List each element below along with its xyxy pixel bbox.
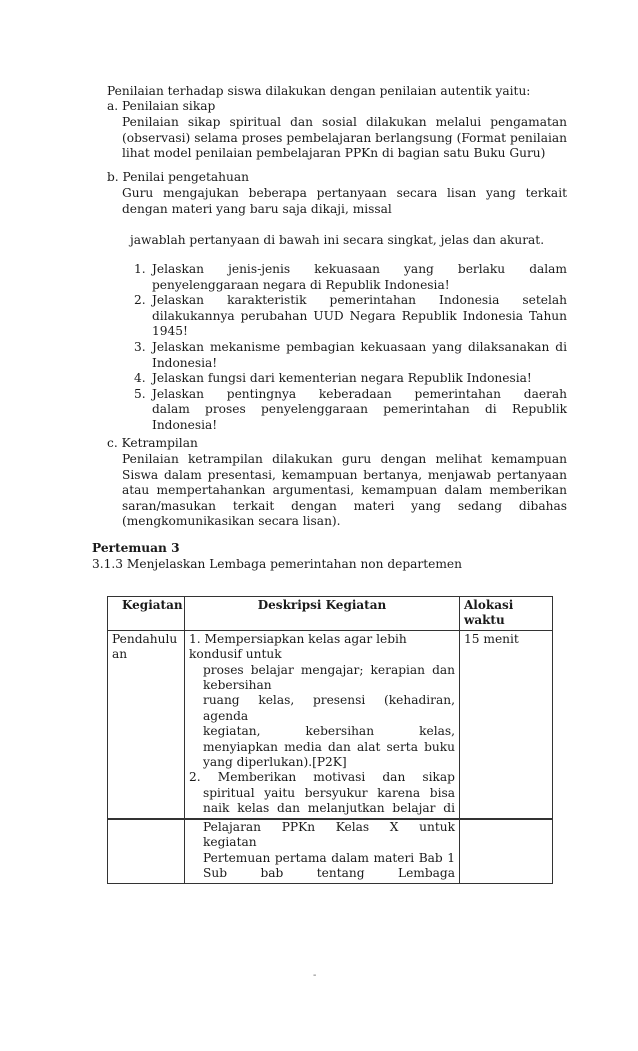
question-line: Indonesia! — [152, 355, 218, 370]
section-c-line: (mengkomunikasikan secara lisan). — [122, 514, 341, 529]
cell-kegiatan: Pendahuluan — [108, 630, 185, 819]
question-line: Jelaskan mekanisme pembagian kekuasaan yang dilaksanakan di — [152, 339, 567, 354]
table-row — [108, 819, 553, 884]
desc-line: 2. Memberikan motivasi dan sikap — [189, 770, 455, 785]
page-footer-mark: - — [313, 970, 317, 981]
desc-line: kondusif untuk — [189, 647, 282, 662]
question-number: 3. — [134, 339, 146, 354]
question-line: Jelaskan pentingnya keberadaan pemerintahan daerah — [152, 386, 567, 401]
table-header-row — [108, 597, 553, 631]
question-instruction: jawablah pertanyaan di bawah ini secara singkat, jelas dan akurat. — [130, 233, 545, 247]
cell-alokasi: 15 menit — [460, 630, 553, 819]
desc-line: ruang kelas, presensi (kehadiran, agenda — [203, 693, 455, 723]
question-item — [134, 262, 567, 293]
intro-text: Penilaian terhadap siswa dilakukan dengan penilaian autentik yaitu: — [107, 84, 531, 98]
question-line: Jelaskan fungsi dari kementerian negara Republik Indonesia! — [152, 371, 532, 386]
question-line: Indonesia! — [152, 417, 218, 432]
cell-alokasi-empty — [460, 819, 553, 884]
activity-table — [107, 596, 553, 820]
section-c-line: atau mempertahankan argumentasi, kemampuan dalam memberikan — [122, 483, 567, 498]
desc-line: menyiapkan media dan alat serta buku — [203, 739, 455, 754]
section-b-line: Guru mengajukan beberapa pertanyaan secara lisan yang terkait — [122, 186, 567, 200]
header-kegiatan: Kegiatan — [108, 597, 185, 631]
question-line: Jelaskan jenis-jenis kekuasaan yang berlaku dalam — [152, 262, 567, 276]
question-list — [134, 262, 567, 434]
desc-line: spiritual yaitu bersyukur karena bisa — [203, 785, 455, 800]
desc-line: 1. Mempersiapkan kelas agar lebih — [189, 631, 407, 646]
header-deskripsi: Deskripsi Kegiatan — [185, 597, 460, 631]
section-a-body — [122, 115, 567, 162]
section-c-body — [122, 452, 567, 530]
question-item — [134, 293, 567, 340]
desc-line: kegiatan — [203, 835, 257, 850]
question-item — [134, 387, 567, 434]
activity-table-continued — [107, 818, 553, 884]
question-line: dilakukannya perubahan UUD Negara Republik Indonesia Tahun — [152, 308, 567, 323]
question-line: penyelenggaraan negara di Republik Indonesia! — [152, 277, 450, 292]
question-number: 4. — [134, 371, 146, 386]
header-alokasi: Alokasi waktu — [460, 597, 553, 631]
section-a-line: lihat model penilaian pembelajaran PPKn di bagian satu Buku Guru) — [122, 146, 546, 161]
section-b-body — [122, 186, 567, 217]
pertemuan-subtitle: 3.1.3 Menjelaskan Lembaga pemerintahan non departemen — [92, 557, 462, 571]
table-row — [108, 630, 553, 819]
question-item — [134, 340, 567, 371]
desc-line: kebersihan — [203, 678, 272, 693]
section-b-label: b. Penilai pengetahuan — [107, 170, 249, 184]
desc-line: proses belajar mengajar; kerapian dan — [203, 662, 455, 677]
question-line: Jelaskan karakteristik pemerintahan Indonesia setelah — [152, 293, 567, 308]
question-item — [134, 371, 567, 387]
cell-deskripsi — [185, 819, 460, 884]
section-c-line: Penilaian ketrampilan dilakukan guru dengan melihat kemampuan — [122, 452, 567, 466]
desc-line: kegiatan, kebersihan kelas, — [203, 724, 455, 739]
desc-line: yang diperlukan).[P2K] — [203, 755, 347, 770]
desc-line: naik kelas dan melanjutkan belajar di — [203, 801, 455, 816]
question-line: dalam proses penyelenggaraan pemerintahan di Republik — [152, 402, 567, 417]
pertemuan-title: Pertemuan 3 — [92, 541, 180, 555]
section-c-label: c. Ketrampilan — [107, 436, 198, 450]
section-a-line: Penilaian sikap spiritual dan sosial dilakukan melalui pengamatan — [122, 115, 567, 129]
desc-line: Sub bab tentang Lembaga — [203, 866, 455, 881]
section-c-line: Siswa dalam presentasi, kemampuan bertanya, menjawab pertanyaan — [122, 467, 567, 482]
cell-deskripsi — [185, 630, 460, 819]
desc-line: Pertemuan pertama dalam materi Bab 1 — [203, 850, 455, 865]
question-line: 1945! — [152, 324, 188, 339]
cell-kegiatan-empty — [108, 819, 185, 884]
section-b-line: dengan materi yang baru saja dikaji, missal — [122, 201, 392, 216]
question-number: 5. — [134, 386, 146, 401]
section-a-line: (observasi) selama proses pembelajaran berlangsung (Format penilaian — [122, 130, 567, 145]
desc-line: Pelajaran PPKn Kelas X untuk — [203, 820, 455, 834]
question-number: 1. — [134, 262, 146, 276]
section-c-line: saran/masukan terkait dengan materi yang sedang dibahas — [122, 498, 567, 513]
question-number: 2. — [134, 293, 146, 308]
section-a-label: a. Penilaian sikap — [107, 99, 216, 113]
